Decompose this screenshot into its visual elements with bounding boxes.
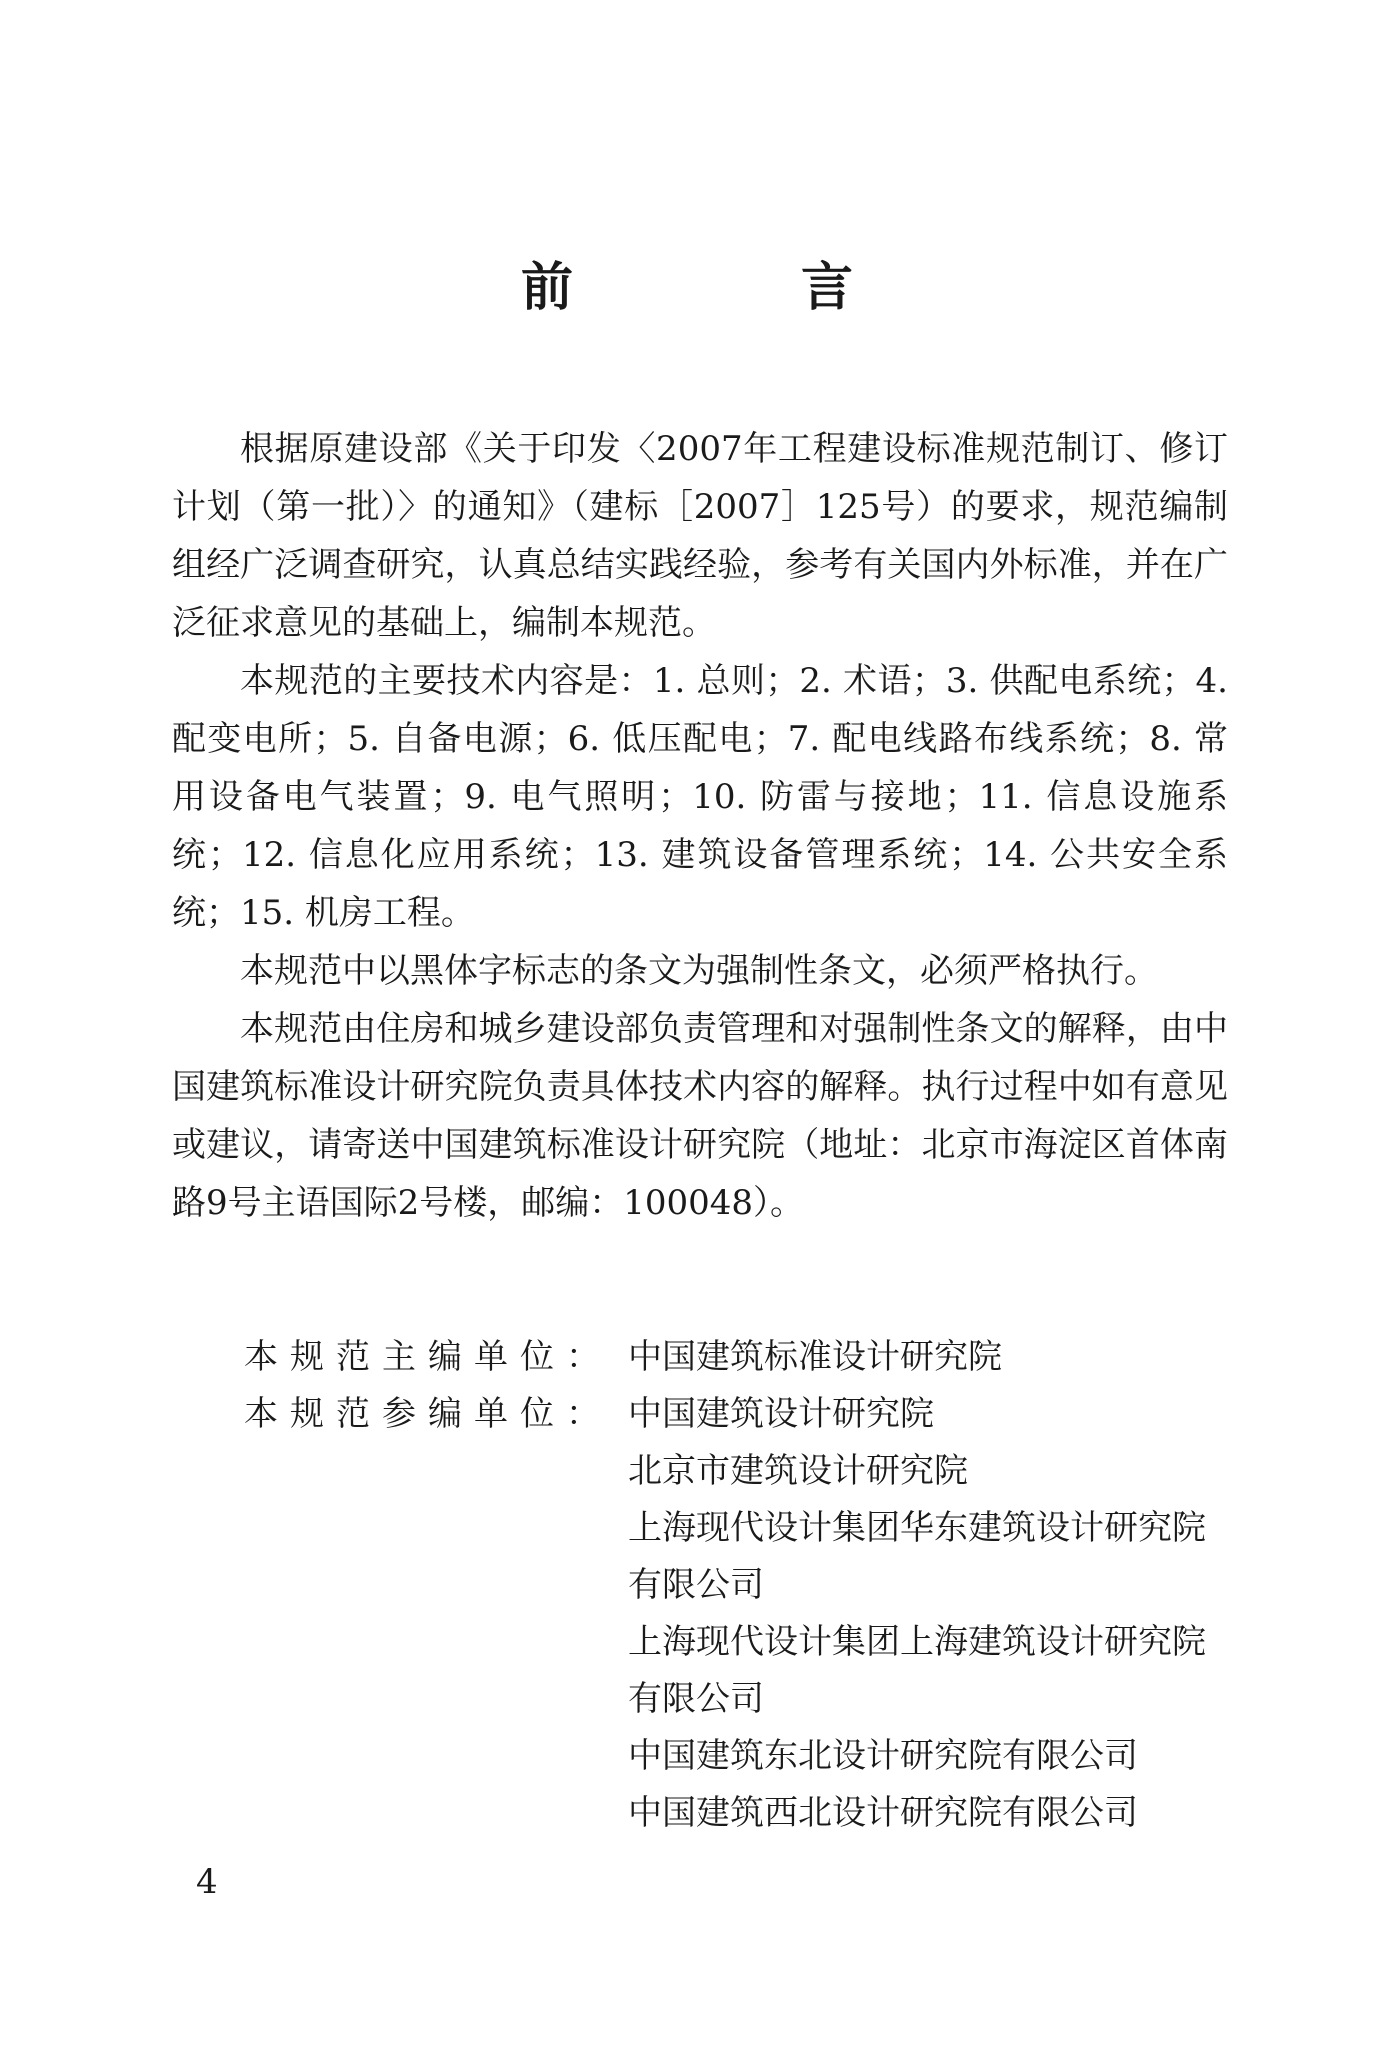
- participating-units-list: [628, 1386, 1228, 1842]
- participating-unit: 中国建筑西北设计研究院有限公司: [628, 1793, 1138, 1833]
- page-title: 前 言: [520, 258, 941, 318]
- page-number: 4: [196, 1862, 218, 1902]
- participating-unit: 中国建筑东北设计研究院有限公司: [628, 1736, 1138, 1776]
- paragraph-contents: 本规范的主要技术内容是：1. 总则；2. 术语；3. 供配电系统；4. 配变电所；5. 自备电源；6. 低压配电；7. 配电线路布线系统；8. 常用设备电气装置；9. 电气照明；10. 防雷与接地；11. 信息设施系统；12. 信息化应用系统；13. 建筑设备管理系统；14. 公共安全系统；15. 机房工程。: [172, 661, 1228, 933]
- editing-units: [172, 1329, 1228, 1842]
- preface-body: [172, 420, 1228, 1232]
- chief-unit-row: [172, 1329, 1228, 1386]
- participating-unit: 上海现代设计集团上海建筑设计研究院有限公司: [628, 1622, 1206, 1719]
- participating-unit: 上海现代设计集团华东建筑设计研究院有限公司: [628, 1508, 1206, 1605]
- paragraph-management: 本规范由住房和城乡建设部负责管理和对强制性条文的解释，由中国建筑标准设计研究院负责具体技术内容的解释。执行过程中如有意见或建议，请寄送中国建筑标准设计研究院（地址：北京市海淀区首体南路9号主语国际2号楼，邮编：100048）。: [172, 1009, 1228, 1223]
- participating-units-label: 本规范参编单位：: [244, 1394, 612, 1434]
- chief-unit-name: 中国建筑标准设计研究院: [628, 1337, 1002, 1377]
- paragraph-basis: 根据原建设部《关于印发〈2007年工程建设标准规范制订、修订计划（第一批）〉的通知》（建标［2007］125号）的要求，规范编制组经广泛调查研究，认真总结实践经验，参考有关国内外标准，并在广泛征求意见的基础上，编制本规范。: [172, 429, 1228, 643]
- chief-unit-label: 本规范主编单位：: [244, 1337, 612, 1377]
- participating-units-row: [172, 1386, 1228, 1842]
- paragraph-mandatory: 本规范中以黑体字标志的条文为强制性条文，必须严格执行。: [240, 951, 1158, 991]
- participating-unit: 中国建筑设计研究院: [628, 1394, 934, 1434]
- participating-unit: 北京市建筑设计研究院: [628, 1451, 968, 1491]
